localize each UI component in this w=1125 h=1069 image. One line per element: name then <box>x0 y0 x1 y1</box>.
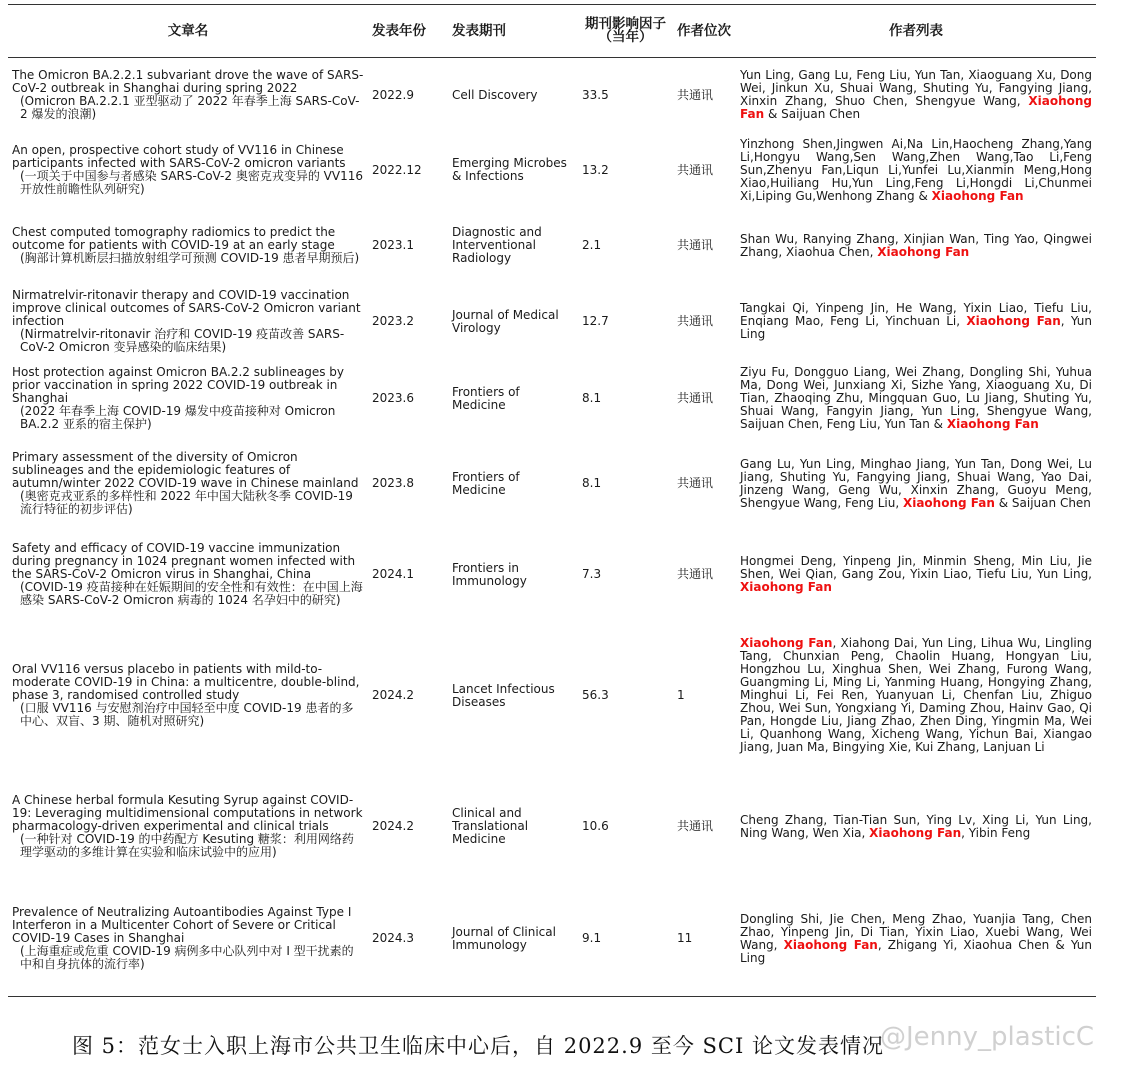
highlighted-author: Xiaohong Fan <box>877 244 970 259</box>
journal-name: Diagnostic and Interventional Radiology <box>452 225 542 265</box>
highlighted-author: Xiaohong Fan <box>902 495 995 510</box>
authors-before: Yinzhong Shen,Jingwen Ai,Na Lin,Haocheng Zhang,Yang Li,Hongyu Wang,Sen Wang,Zhen Wang,Tao Li,Feng Sun,Zhenyu Fan,Liqun Li,Yunfei Lu,Xianmin Meng,Hong Xiao,Huiliang Hu,Yun Ling,Feng Li,Hongdi Li,Chunmei Xi,Liping Gu,Wenhong Zhang & <box>740 136 1092 203</box>
paper-title-cn: (上海重症或危重 COVID-19 病例多中心队列中对 I 型干扰素的中和自身抗体的流行率) <box>20 944 354 972</box>
authors-before: Yun Ling, Gang Lu, Feng Liu, Yun Tan, Xiaoguang Xu, Dong Wei, Jinkun Xu, Shuai Wang, Shuting Yu, Fangying Jiang, Xinxin Zhang, Shuo Chen, Shengyue Wang, <box>740 68 1092 109</box>
author-list <box>736 438 1096 530</box>
paper-title-en: Prevalence of Neutralizing Autoantibodies Against Type I Interferon in a Multicenter Cohort of Severe or Critical COVID-19 Cases in Shanghai <box>12 905 352 946</box>
paper-title-cell <box>8 882 368 997</box>
author-position: 共通讯 <box>677 87 714 102</box>
publication-year: 2024.1 <box>372 567 414 581</box>
author-position: 1 <box>677 688 685 702</box>
paper-title-en: An open, prospective cohort study of VV116 in Chinese participants infected with SARS-CoV-2 omicron variants <box>12 143 346 170</box>
publication-year: 2022.12 <box>372 162 422 177</box>
publications-table <box>8 4 1096 997</box>
watermark: @Jenny_plasticC <box>880 1022 1095 1052</box>
author-list <box>736 58 1096 133</box>
author-list <box>736 284 1096 360</box>
paper-title-cn: (COVID-19 疫苗接种在妊娠期间的安全性和有效性：在中国上海感染 SARS-CoV-2 Omicron 病毒的 1024 名孕妇中的研究) <box>20 580 363 607</box>
journal-name: Frontiers in Immunology <box>452 560 527 588</box>
highlighted-author: Xiaohong Fan <box>740 636 833 650</box>
highlighted-author: Xiaohong Fan <box>869 825 962 840</box>
author-position: 共通讯 <box>677 162 714 177</box>
authors-after: & Saijuan Chen <box>767 107 861 122</box>
publication-year: 2023.8 <box>372 476 414 490</box>
table-row <box>8 620 1096 772</box>
authors-after: , Yun Ling <box>740 314 1092 341</box>
impact-factor: 2.1 <box>582 238 602 252</box>
paper-title-cell <box>8 360 368 438</box>
publication-year: 2024.2 <box>372 819 414 833</box>
impact-factor: 12.7 <box>582 314 609 328</box>
journal-name: Journal of Clinical Immunology <box>452 924 556 952</box>
publication-year: 2023.2 <box>372 314 414 328</box>
table-row <box>8 133 1096 208</box>
paper-title-cn: (口服 VV116 与安慰剂治疗中国轻至中度 COVID-19 患者的多中心、双盲、3 期、随机对照研究) <box>20 701 354 728</box>
author-list <box>736 360 1096 438</box>
figure-caption: 图 5：范女士入职上海市公共卫生临床中心后，自 2022.9 至今 SCI 论文发表情况 <box>72 1034 884 1058</box>
author-position: 共通讯 <box>677 238 714 252</box>
author-position: 共通讯 <box>677 314 714 328</box>
table-row <box>8 360 1096 438</box>
table-row <box>8 438 1096 530</box>
journal-name: Journal of Medical Virology <box>452 307 559 335</box>
author-list <box>736 208 1096 284</box>
paper-title-cn: (Nirmatrelvir-ritonavir 治疗和 COVID-19 疫苗改善 SARS-CoV-2 Omicron 变异感染的临床结果) <box>20 327 345 354</box>
impact-factor: 7.3 <box>582 567 602 581</box>
author-list <box>736 620 1096 772</box>
paper-title-cn: (Omicron BA.2.2.1 亚型驱动了 2022 年春季上海 SARS-CoV-2 爆发的浪潮) <box>20 94 360 122</box>
highlighted-author: Xiaohong Fan <box>946 417 1039 431</box>
authors-before: Ziyu Fu, Dongguo Liang, Wei Zhang, Dongling Shi, Yuhua Ma, Dong Wei, Junxiang Xi, Sizhe Yang, Xiaoguang Xu, Di Tian, Zhaoqing Zhu, Mingquan Guo, Lu Jiang, Shuting Yu, Shuai Wang, Fangyin Jiang, Yun Ling, Shengyue Wang, Saijuan Chen, Feng Liu, Yun Tan & <box>740 365 1092 431</box>
authors-after: , Yibin Feng <box>961 825 1031 840</box>
publication-year: 2022.9 <box>372 87 414 102</box>
author-position: 共通讯 <box>677 567 714 581</box>
highlighted-author: Xiaohong Fan <box>740 94 1092 122</box>
highlighted-author: Xiaohong Fan <box>966 314 1061 328</box>
header-author-list: 作者列表 <box>736 5 1096 58</box>
author-position: 11 <box>677 931 693 946</box>
journal-name: Clinical and Translational Medicine <box>452 806 529 846</box>
authors-before: Cheng Zhang, Tian-Tian Sun, Ying Lv, Xing Li, Yun Ling, Ning Wang, Wen Xia, <box>740 812 1092 840</box>
highlighted-author: Xiaohong Fan <box>931 188 1024 203</box>
paper-title-cn: (奥密克戎亚系的多样性和 2022 年中国大陆秋冬季 COVID-19 流行特征的初步评估) <box>20 489 353 516</box>
impact-factor: 13.2 <box>582 162 609 177</box>
journal-name: Frontiers of Medicine <box>452 469 520 497</box>
paper-title-en: Nirmatrelvir-ritonavir therapy and COVID-19 vaccination improve clinical outcomes of SARS-CoV-2 Omicron variant infection <box>12 288 361 328</box>
authors-after: , Zhigang Yi, Xiaohua Chen & Yun Ling <box>740 937 1092 965</box>
author-position: 共通讯 <box>677 391 714 405</box>
authors-before: Shan Wu, Ranying Zhang, Xinjian Wan, Ting Yao, Qingwei Zhang, Xiaohua Chen, <box>740 231 1092 259</box>
journal-name: Frontiers of Medicine <box>452 384 520 412</box>
header-author-position: 作者位次 <box>673 5 736 58</box>
impact-factor: 56.3 <box>582 688 609 702</box>
publication-year: 2024.3 <box>372 931 414 946</box>
paper-title-cn: (一项关于中国参与者感染 SARS-CoV-2 奥密克戎变异的 VV116 开放性前瞻性队列研究) <box>20 169 363 196</box>
paper-title-cn: (一种针对 COVID-19 的中药配方 Kesuting 糖浆：利用网络药理学驱动的多维计算在实验和临床试验中的应用) <box>20 832 354 859</box>
impact-factor: 33.5 <box>582 87 609 102</box>
paper-title-en: The Omicron BA.2.2.1 subvariant drove the wave of SARS-CoV-2 outbreak in Shanghai during spring 2022 <box>12 68 364 96</box>
author-position: 共通讯 <box>677 476 714 490</box>
journal-name: Lancet Infectious Diseases <box>452 681 555 709</box>
impact-factor: 8.1 <box>582 391 602 405</box>
paper-title-cn: (胸部计算机断层扫描放射组学可预测 COVID-19 患者早期预后) <box>20 251 360 265</box>
paper-title-cn: (2022 年春季上海 COVID-19 爆发中疫苗接种对 Omicron BA.2.2 亚系的宿主保护) <box>20 404 336 431</box>
paper-title-cell <box>8 438 368 530</box>
paper-title-cell <box>8 772 368 882</box>
publication-year: 2023.1 <box>372 238 414 252</box>
publication-year: 2024.2 <box>372 688 414 702</box>
paper-title-en: Primary assessment of the diversity of Omicron sublineages and the epidemiologic features of autumn/winter 2022 COVID-19 wave in Chinese mainland <box>12 450 359 490</box>
author-list <box>736 882 1096 997</box>
journal-name: Cell Discovery <box>452 87 538 102</box>
table-row <box>8 772 1096 882</box>
author-list <box>736 772 1096 882</box>
paper-title-en: Chest computed tomography radiomics to predict the outcome for patients with COVID-19 at an early stage <box>12 225 336 252</box>
journal-name: Emerging Microbes & Infections <box>452 156 567 183</box>
authors-before: Hongmei Deng, Yinpeng Jin, Minmin Sheng, Min Liu, Jie Shen, Wei Qian, Gang Zou, Yixin Liao, Tiefu Liu, Yun Ling, <box>740 554 1092 581</box>
table-row <box>8 284 1096 360</box>
paper-title-en: Oral VV116 versus placebo in patients with mild-to-moderate COVID-19 in China: a multicentre, double-blind, phase 3, randomised controlled study <box>12 662 360 702</box>
authors-after: & Saijuan Chen <box>998 495 1091 510</box>
highlighted-author: Xiaohong Fan <box>783 937 878 952</box>
paper-title-en: Host protection against Omicron BA.2.2 sublineages by prior vaccination in spring 2022 COVID-19 outbreak in Shanghai <box>12 365 344 405</box>
header-title: 文章名 <box>8 5 368 58</box>
paper-title-cell <box>8 530 368 620</box>
paper-title-cell <box>8 133 368 208</box>
authors-before: Dongling Shi, Jie Chen, Meng Zhao, Yuanjia Tang, Chen Zhao, Yinpeng Jin, Di Tian, Yixin Liao, Xuebi Wang, Wei Wang, <box>740 911 1092 952</box>
author-list <box>736 530 1096 620</box>
paper-title-cell <box>8 620 368 772</box>
paper-title-cell <box>8 208 368 284</box>
header-impact-factor: 期刊影响因子（当年） <box>578 5 673 58</box>
impact-factor: 8.1 <box>582 476 602 490</box>
highlighted-author: Xiaohong Fan <box>740 580 832 594</box>
impact-factor: 10.6 <box>582 819 609 833</box>
paper-title-cell <box>8 58 368 133</box>
table-row <box>8 530 1096 620</box>
publication-year: 2023.6 <box>372 391 414 405</box>
authors-before: Tangkai Qi, Yinpeng Jin, He Wang, Yixin Liao, Tiefu Liu, Enqiang Mao, Feng Li, Yinchuan Li, <box>740 301 1092 328</box>
header-year: 发表年份 <box>368 5 448 58</box>
table-header-row <box>8 5 1096 58</box>
authors-before: Gang Lu, Yun Ling, Minghao Jiang, Yun Tan, Dong Wei, Lu Jiang, Shuting Yu, Fangying Jiang, Shuai Wang, Yao Dai, Jinzeng Wang, Geng Wu, Xinxin Zhang, Guoyu Meng, Shengyue Wang, Feng Liu, <box>740 456 1092 510</box>
author-list <box>736 133 1096 208</box>
paper-title-en: A Chinese herbal formula Kesuting Syrup against COVID-19: Leveraging multidimensional computations in network pharmacology-driven experimental and clinical trials <box>12 793 363 833</box>
authors-after: , Xiahong Dai, Yun Ling, Lihua Wu, Lingling Tang, Chunxian Peng, Chaolin Huang, Hongyan Liu, Hongzhou Lu, Xinghua Shen, Wei Zhang, Furong Wang, Guangming Li, Ming Li, Yanming Huang, Hongying Zhang, Minghui Li, Fei Ren, Yuanyuan Li, Chenfan Liu, Zhiguo Zhou, Wei Sun, Yongxiang Yi, Daming Zhou, Hainv Gao, Qi Pan, Hongde Liu, Jiang Zhao, Zhen Ding, Yingmin Ma, Wei Li, Quanhong Wang, Xicheng Wang, Yichun Bai, Xiangao Jiang, Juan Ma, Bingying Xie, Kui Zhang, Lanjuan Li <box>740 636 1092 754</box>
author-position: 共通讯 <box>677 819 714 833</box>
paper-title-en: Safety and efficacy of COVID-19 vaccine immunization during pregnancy in 1024 pregnant women infected with the SARS-CoV-2 Omicron virus in Shanghai, China <box>12 541 356 581</box>
paper-title-cell <box>8 284 368 360</box>
table-row <box>8 58 1096 133</box>
header-journal: 发表期刊 <box>448 5 578 58</box>
table-row <box>8 882 1096 997</box>
table-row <box>8 208 1096 284</box>
impact-factor: 9.1 <box>582 931 602 946</box>
